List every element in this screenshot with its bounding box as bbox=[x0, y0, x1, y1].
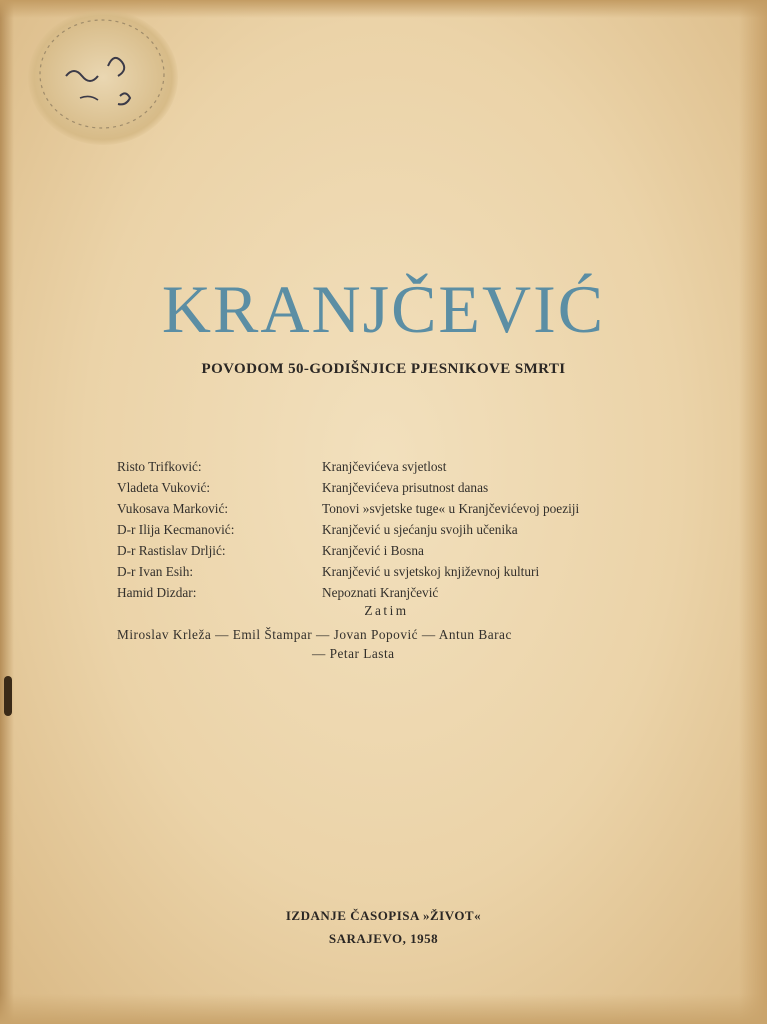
contents-entry bbox=[117, 561, 677, 582]
contents-title: Kranjčevićeva svjetlost bbox=[322, 459, 447, 474]
contents-entry bbox=[117, 519, 677, 540]
contents-title: Tonovi »svjetske tuge« u Kranjčevićevoj poeziji bbox=[322, 501, 580, 516]
contents-title: Nepoznati Kranjčević bbox=[322, 585, 439, 600]
contents-author: D-r Ilija Kecmanović: bbox=[117, 522, 235, 537]
book-title: KRANJČEVIĆ bbox=[161, 271, 606, 347]
contents-author: D-r Ivan Esih: bbox=[117, 564, 194, 579]
paper-edge-right bbox=[739, 0, 767, 1024]
library-stamp-icon bbox=[36, 14, 168, 132]
contents-author: Risto Trifković: bbox=[117, 459, 202, 474]
contents-title: Kranjčevićeva prisutnost danas bbox=[322, 480, 489, 495]
contents-list bbox=[117, 456, 677, 603]
paper-edge-bottom bbox=[0, 994, 767, 1024]
contents-author: Hamid Dizdar: bbox=[117, 585, 197, 600]
contents-entry bbox=[117, 582, 677, 603]
contents-entry bbox=[117, 456, 677, 477]
contents-entry bbox=[117, 477, 677, 498]
contents-title: Kranjčević u svjetskoj književnoj kulturi bbox=[322, 564, 540, 579]
paper-edge-left bbox=[0, 0, 14, 1024]
also-names-line1: Miroslav Krleža — Emil Štampar — Jovan Popović — Antun Barac bbox=[117, 627, 512, 642]
contents-author: Vukosava Marković: bbox=[117, 501, 229, 516]
contents-entry bbox=[117, 498, 677, 519]
contents-entry bbox=[117, 540, 677, 561]
binding-hole bbox=[4, 676, 12, 716]
contents-title: Kranjčević u sjećanju svojih učenika bbox=[322, 522, 518, 537]
also-names-line2: — Petar Lasta bbox=[312, 646, 395, 661]
contents-title: Kranjčević i Bosna bbox=[322, 543, 424, 558]
place-year-line: SARAJEVO, 1958 bbox=[328, 931, 439, 946]
contents-author: D-r Rastislav Drljić: bbox=[117, 543, 226, 558]
publisher-line: IZDANJE ČASOPISA »ŽIVOT« bbox=[285, 908, 482, 923]
also-label: Zatim bbox=[364, 603, 409, 618]
contents-author: Vladeta Vuković: bbox=[117, 480, 211, 495]
book-subtitle: POVODOM 50-GODIŠNJICE PJESNIKOVE SMRTI bbox=[201, 361, 566, 377]
